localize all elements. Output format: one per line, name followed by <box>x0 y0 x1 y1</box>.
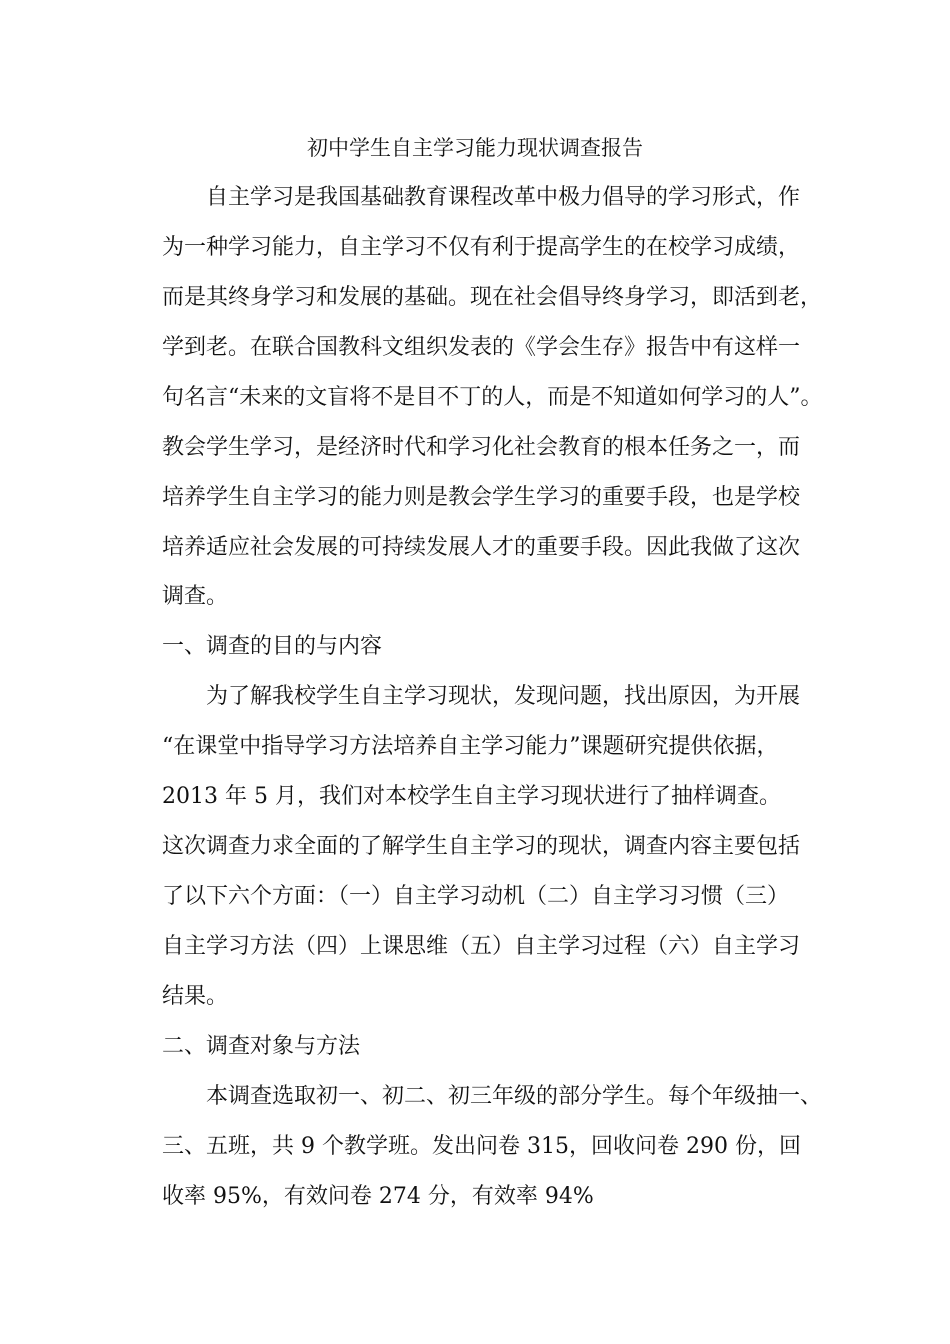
paragraph-line: 句名言“未来的文盲将不是目不丁的人，而是不知道如何学习的人”。 <box>162 385 823 410</box>
section-heading: 二、调查对象与方法 <box>162 1034 361 1059</box>
paragraph-line: 这次调查力求全面的了解学生自主学习的现状，调查内容主要包括 <box>162 834 801 859</box>
paragraph-line: 自主学习是我国基础教育课程改革中极力倡导的学习形式，作 <box>206 185 801 210</box>
paragraph-line: 结果。 <box>162 984 229 1009</box>
paragraph-line: 了以下六个方面：（一）自主学习动机（二）自主学习习惯（三） <box>162 884 790 909</box>
paragraph-line: 收率 95%，有效问卷 274 分，有效率 94% <box>162 1184 594 1209</box>
paragraph-line: 学到老。在联合国教科文组织发表的《学会生存》报告中有这样一 <box>162 335 801 360</box>
paragraph-line: 为了解我校学生自主学习现状，发现问题，找出原因，为开展 <box>206 684 801 709</box>
document-title: 初中学生自主学习能力现状调查报告 <box>307 136 643 160</box>
paragraph-line: 教会学生学习，是经济时代和学习化社会教育的根本任务之一，而 <box>162 435 801 460</box>
paragraph-line: 而是其终身学习和发展的基础。现在社会倡导终身学习，即活到老， <box>162 285 823 310</box>
section-heading: 一、调查的目的与内容 <box>162 634 383 659</box>
paragraph-line: 三、五班，共 9 个教学班。发出问卷 315，回收问卷 290 份，回 <box>162 1134 801 1159</box>
paragraph-line: 培养学生自主学习的能力则是教会学生学习的重要手段，也是学校 <box>162 485 801 510</box>
paragraph-line: 为一种学习能力，自主学习不仅有利于提高学生的在校学习成绩， <box>162 235 801 260</box>
paragraph-line: 培养适应社会发展的可持续发展人才的重要手段。因此我做了这次 <box>162 535 801 560</box>
paragraph-line: 调查。 <box>162 584 229 609</box>
paragraph-line: “在课堂中指导学习方法培养自主学习能力”课题研究提供依据， <box>162 734 779 759</box>
paragraph-line: 2013 年 5 月，我们对本校学生自主学习现状进行了抽样调查。 <box>162 784 781 809</box>
paragraph-line: 自主学习方法（四）上课思维（五）自主学习过程（六）自主学习 <box>162 934 801 959</box>
paragraph-line: 本调查选取初一、初二、初三年级的部分学生。每个年级抽一、 <box>206 1084 823 1109</box>
